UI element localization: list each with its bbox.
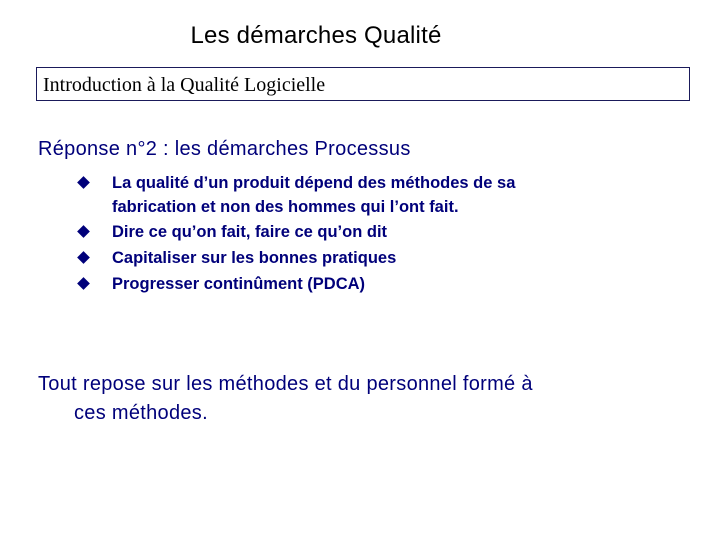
bullet-text: Capitaliser sur les bonnes pratiques — [112, 249, 397, 267]
bullet-text: Progresser continûment (PDCA) — [112, 275, 366, 293]
bullet-text: Dire ce qu’on fait, faire ce qu’on dit — [112, 223, 388, 241]
bullet-item-quality-depends-on-methods — [74, 170, 634, 219]
bullet-item-say-what-you-do — [74, 219, 634, 245]
page-title: Les démarches Qualité — [190, 22, 442, 49]
subtitle-text: Introduction à la Qualité Logicielle — [43, 74, 326, 96]
conclusion-line-2: ces méthodes. — [74, 402, 208, 424]
bullet-list — [74, 170, 634, 297]
conclusion-line-1: Tout repose sur les méthodes et du personnel formé à — [38, 373, 533, 395]
bullet-text: La qualité d’un produit dépend des méthodes de sa — [112, 174, 516, 192]
subtitle-box — [36, 67, 690, 101]
bullet-item-continuous-improvement — [74, 271, 634, 297]
bullet-item-capitalize-best-practices — [74, 245, 634, 271]
conclusion-paragraph — [38, 370, 698, 428]
section-heading: Réponse n°2 : les démarches Processus — [38, 138, 411, 160]
bullet-text-continued: fabrication et non des hommes qui l’ont fait. — [112, 198, 459, 216]
